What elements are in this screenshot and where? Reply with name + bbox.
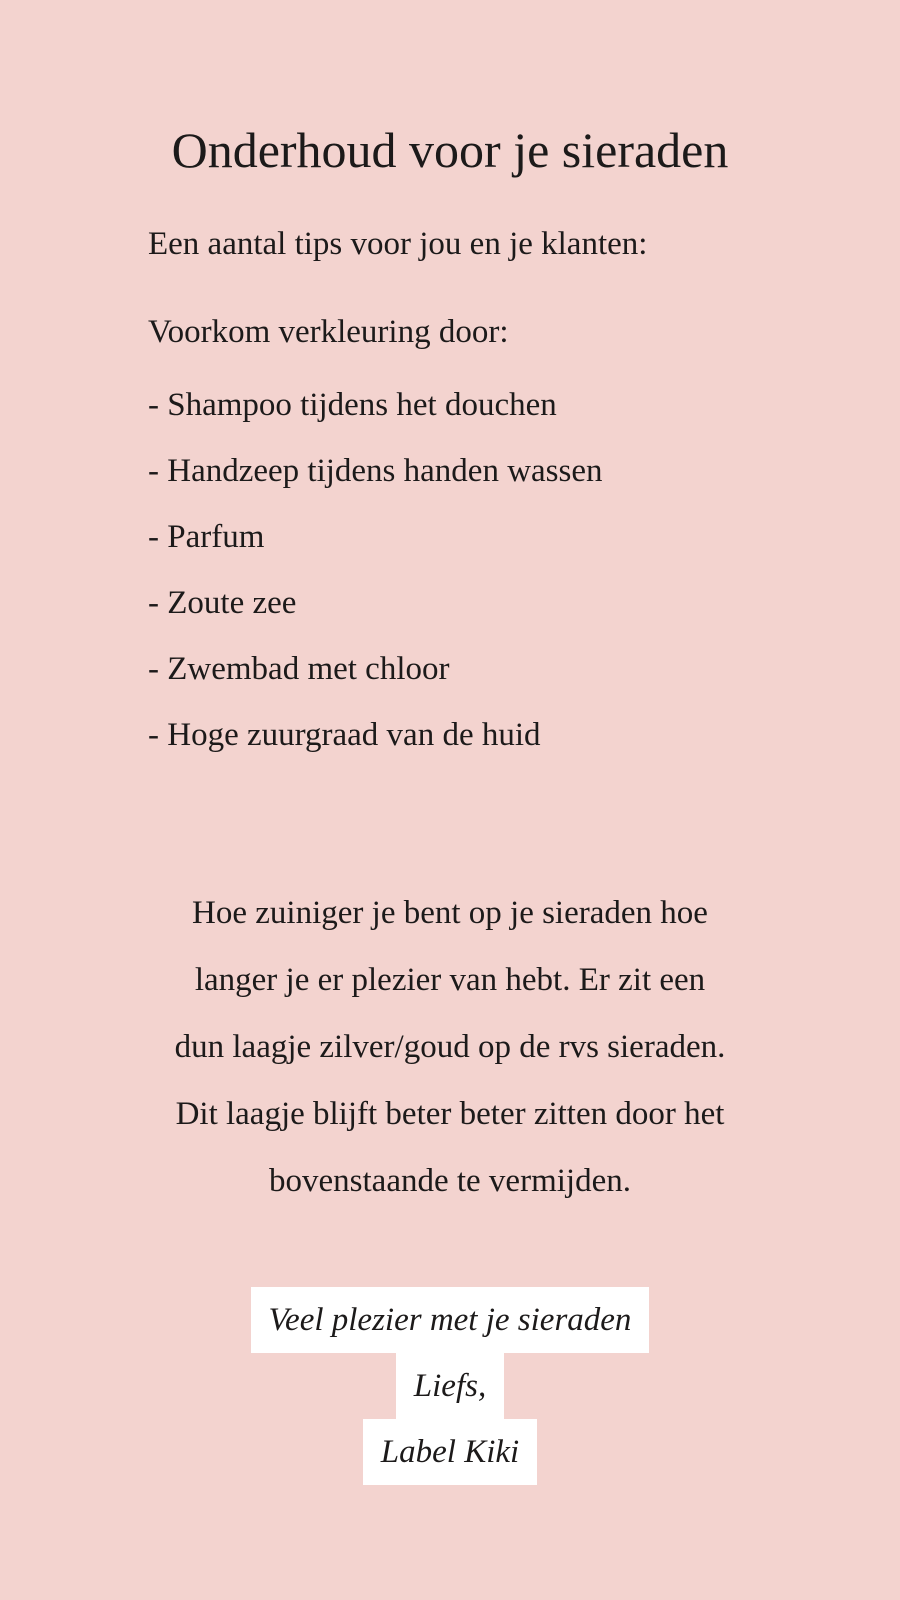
signoff-wish: Veel plezier met je sieraden	[251, 1287, 650, 1353]
list-item: - Handzeep tijdens handen wassen	[148, 453, 603, 489]
subtitle: Een aantal tips voor jou en je klanten:	[148, 226, 648, 262]
care-paragraph	[60, 880, 840, 1215]
paragraph-line: bovenstaande te vermijden.	[269, 1163, 631, 1199]
paragraph-line: Hoe zuiniger je bent op je sieraden hoe	[192, 895, 708, 931]
paragraph-line: dun laagje zilver/goud op de rvs sieraden.	[174, 1029, 726, 1065]
tips-list	[148, 372, 603, 768]
signoff	[0, 1287, 900, 1485]
signoff-signature: Label Kiki	[363, 1419, 537, 1485]
list-heading: Voorkom verkleuring door:	[148, 314, 509, 350]
list-item: - Hoge zuurgraad van de huid	[148, 717, 541, 753]
list-item: - Shampoo tijdens het douchen	[148, 387, 557, 423]
list-item: - Parfum	[148, 519, 265, 555]
page-title: Onderhoud voor je sieraden	[171, 122, 729, 178]
list-item: - Zoute zee	[148, 585, 297, 621]
list-item: - Zwembad met chloor	[148, 651, 450, 687]
paragraph-line: Dit laagje blijft beter beter zitten door het	[175, 1096, 725, 1132]
paragraph-line: langer je er plezier van hebt. Er zit een	[194, 962, 706, 998]
signoff-greeting: Liefs,	[396, 1353, 504, 1419]
